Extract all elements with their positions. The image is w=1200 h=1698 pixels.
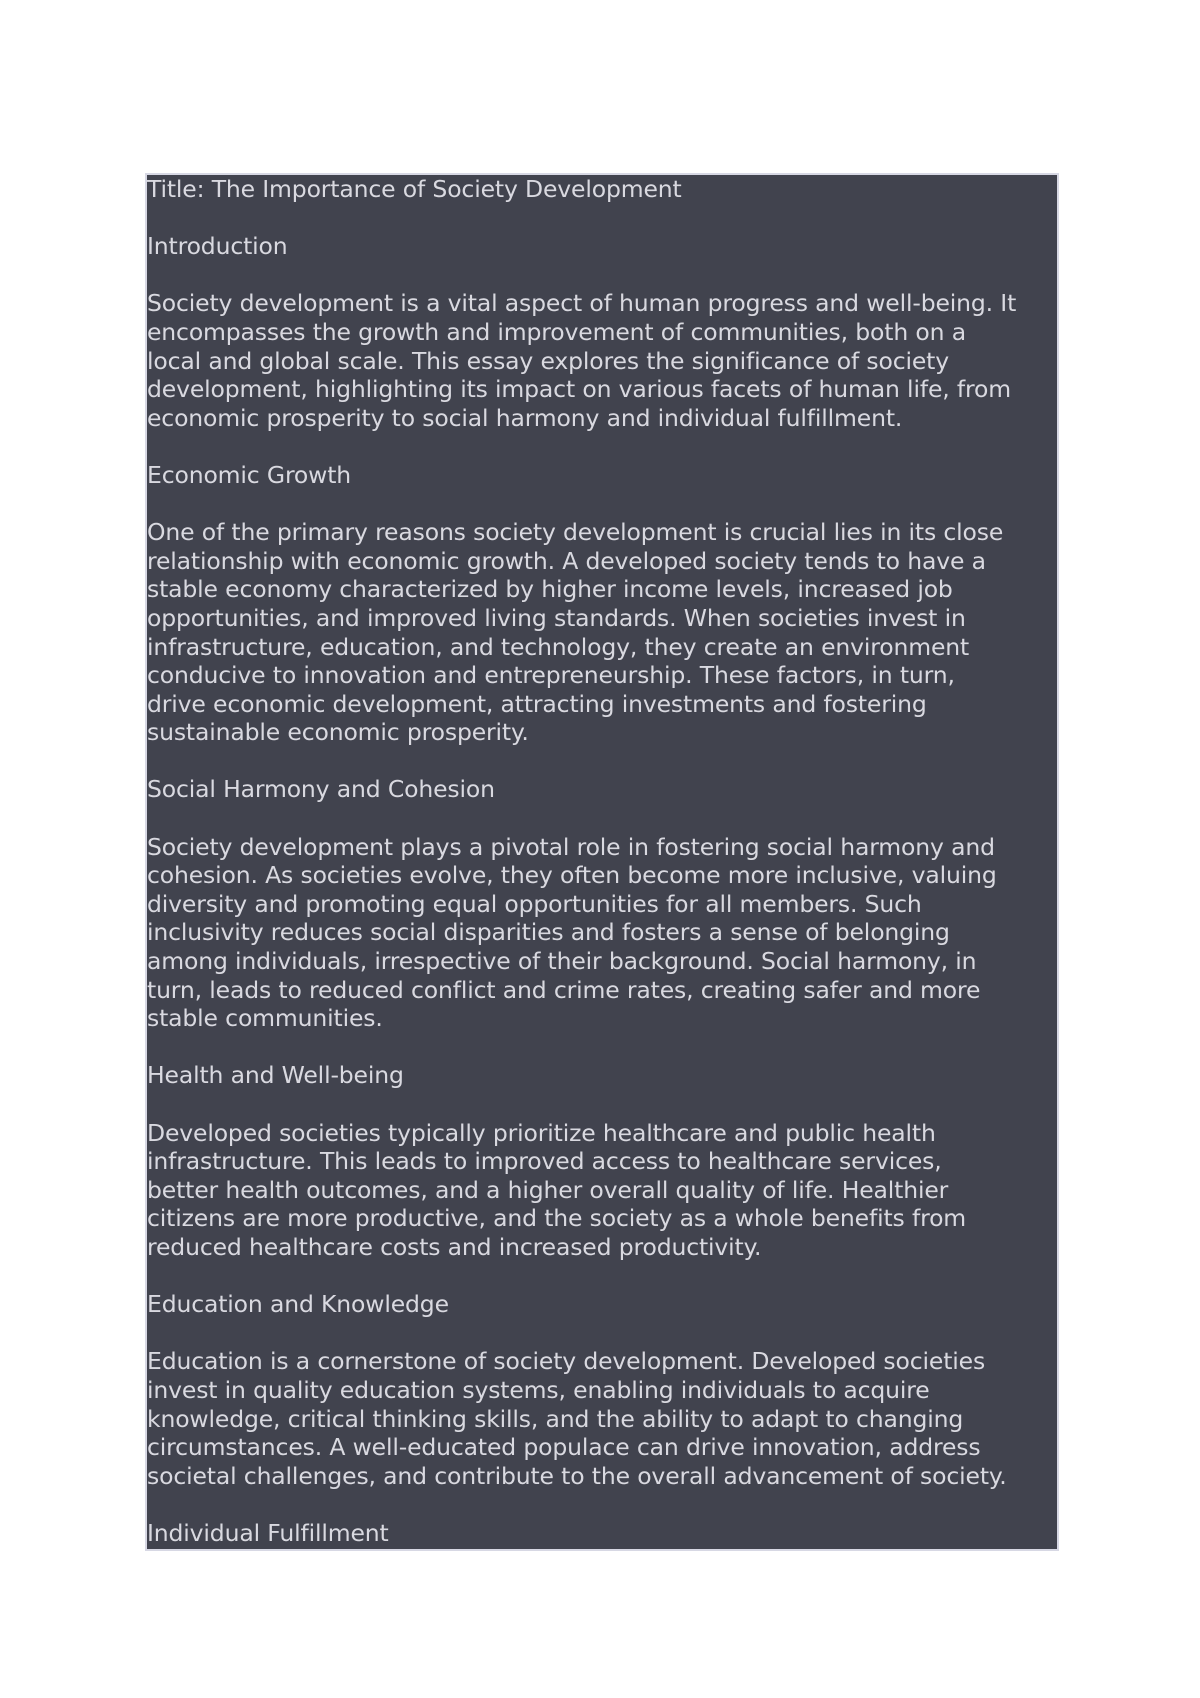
section-body-health: Developed societies typically prioritize healthcare and public health infrastructure. This leads to improved access to healthcare services, better health outcomes, and a higher overall quality of life. Healthier citizens are more productive, and the society as a whole benefits from reduced healthcare costs and increased productivity. <box>147 1118 967 1261</box>
document-text-box <box>145 173 1059 1551</box>
blank-line <box>147 261 1057 290</box>
blank-line <box>147 204 1057 233</box>
blank-line <box>147 432 1057 461</box>
section-heading-health: Health and Well-being <box>147 1061 404 1090</box>
blank-line <box>147 747 1057 776</box>
blank-line <box>147 1490 1057 1519</box>
blank-line <box>147 804 1057 833</box>
section-heading-introduction: Introduction <box>147 232 288 261</box>
section-heading-social-harmony: Social Harmony and Cohesion <box>147 775 495 804</box>
section-heading-education: Education and Knowledge <box>147 1290 449 1319</box>
document-title: Title: The Importance of Society Development <box>147 175 682 203</box>
section-body-introduction: Society development is a vital aspect of human progress and well-being. It encompasses the growth and improvement of communities, both on a local and global scale. This essay explores the significance of society development, highlighting its impact on various facets of human life, from economic prosperity to social harmony and individual fulfillment. <box>147 289 1017 432</box>
section-heading-individual-fulfillment: Individual Fulfillment <box>147 1518 389 1547</box>
blank-line <box>147 1090 1057 1119</box>
section-body-social-harmony: Society development plays a pivotal role in fostering social harmony and cohesion. As societies evolve, they often become more inclusive, valuing diversity and promoting equal opportunities for all members. Such inclusivity reduces social disparities and fosters a sense of belonging among individuals, irrespective of their background. Social harmony, in turn, leads to reduced conflict and crime rates, creating safer and more stable communities. <box>147 832 997 1033</box>
section-body-economic-growth: One of the primary reasons society development is crucial lies in its close relationship with economic growth. A developed society tends to have a stable economy characterized by higher income levels, increased job opportunities, and improved living standards. When societies invest in infrastructure, education, and technology, they create an environment conducive to innovation and entrepreneurship. These factors, in turn, drive economic development, attracting investments and fostering sustainable economic prosperity. <box>147 518 1004 747</box>
document-body <box>147 175 1057 1548</box>
blank-line <box>147 1262 1057 1291</box>
blank-line <box>147 490 1057 519</box>
section-heading-economic-growth: Economic Growth <box>147 460 352 489</box>
blank-line <box>147 1319 1057 1348</box>
blank-line <box>147 1033 1057 1062</box>
section-body-education: Education is a cornerstone of society development. Developed societies invest in quality education systems, enabling individuals to acquire knowledge, critical thinking skills, and the ability to adapt to changing circumstances. A well-educated populace can drive innovation, address societal challenges, and contribute to the overall advancement of society. <box>147 1347 1007 1490</box>
